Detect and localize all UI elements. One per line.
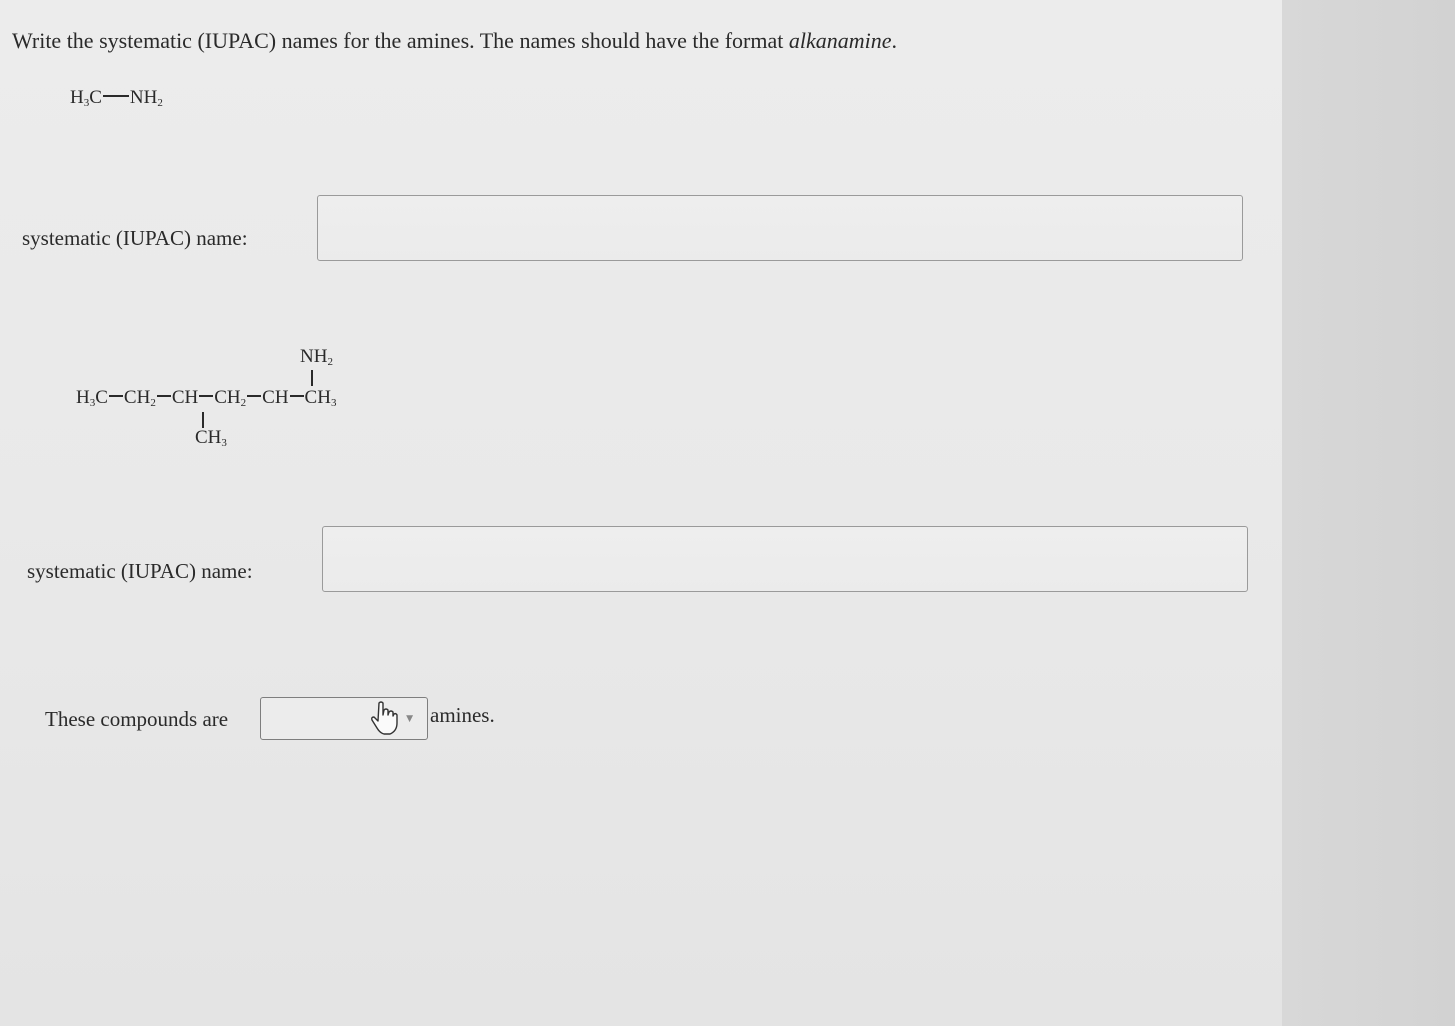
bond (199, 395, 213, 397)
subscript: 3 (83, 97, 90, 109)
bond (290, 395, 304, 397)
top-amino-group (300, 346, 333, 368)
single-bond (103, 95, 129, 97)
chain-atom: CH (171, 387, 199, 408)
subscript: 3 (89, 397, 96, 409)
bond (157, 395, 171, 397)
methyl-group: CH (195, 427, 222, 448)
subscript: 2 (327, 356, 333, 368)
structure-methylamine (70, 87, 163, 109)
chain-atom: CH (262, 387, 289, 408)
chain-atom: C (95, 387, 108, 408)
prompt-end: . (891, 28, 898, 53)
side-background (1282, 0, 1455, 1026)
bond (109, 395, 123, 397)
hand-pointer-icon (369, 700, 399, 741)
classification-prefix: These compounds are (45, 707, 229, 731)
answer-input-2[interactable] (322, 526, 1248, 592)
chain-atom: CH (304, 387, 331, 408)
atom-c: C (89, 87, 102, 108)
classification-suffix: amines. (430, 703, 495, 727)
subscript: 2 (150, 397, 156, 409)
atom-h: H (70, 87, 84, 108)
chain-atom: H (76, 387, 90, 408)
chain-atom: CH (123, 387, 151, 408)
subscript: 2 (157, 97, 163, 109)
chevron-down-icon[interactable]: ▼ (406, 714, 413, 724)
prompt-text: Write the systematic (IUPAC) names for the amines. The names should have the format (12, 28, 789, 53)
answer-label-1: systematic (IUPAC) name: (22, 226, 248, 250)
answer-input-1[interactable] (317, 195, 1243, 261)
subscript: 3 (330, 397, 337, 409)
main-chain (76, 387, 336, 409)
bond (247, 395, 261, 397)
subscript: 3 (221, 437, 227, 449)
bottom-methyl-group (195, 427, 227, 449)
subscript: 2 (240, 397, 247, 409)
answer-label-2: systematic (IUPAC) name: (27, 559, 253, 583)
chain-atom: CH (214, 387, 241, 408)
vertical-bond-top (311, 370, 313, 386)
vertical-bond-bottom (202, 412, 204, 428)
prompt-format: alkanamine (788, 28, 892, 53)
amine-class-select[interactable] (260, 697, 428, 740)
amino-group: NH (300, 346, 328, 367)
question-prompt (12, 28, 897, 54)
amino-group: NH (129, 87, 158, 108)
